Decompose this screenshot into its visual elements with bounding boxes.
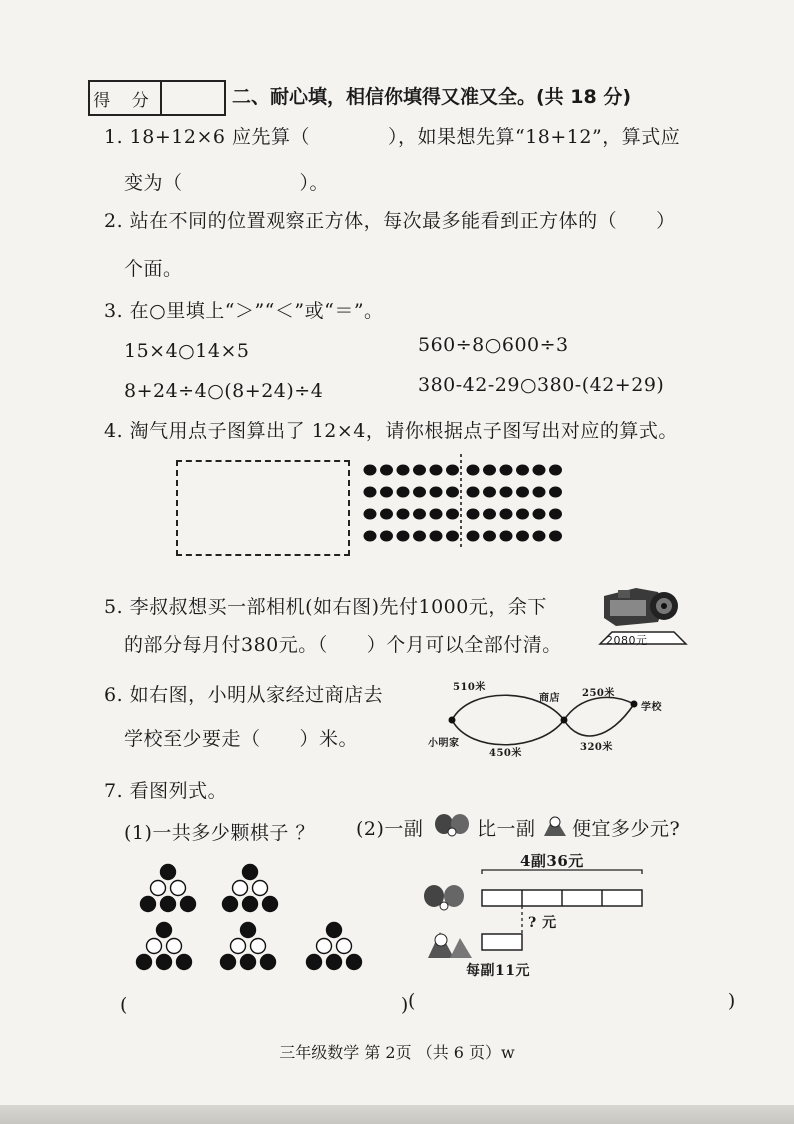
q3-item-2: 560÷8○600÷3 — [418, 334, 569, 356]
q1-line2: 变为（ ）。 — [124, 172, 330, 194]
dot — [549, 509, 562, 520]
dot — [430, 531, 443, 542]
chess-piece — [137, 955, 152, 970]
dot — [380, 531, 393, 542]
chess-piece — [347, 955, 362, 970]
q7-sub2b: 比一副 — [477, 818, 536, 840]
q4-title: 4. 淘气用点子图算出了 12×4，请你根据点子图写出对应的算式。 — [104, 420, 678, 442]
dot — [516, 465, 529, 476]
q1-line1: 1. 18+12×6 应先算（ ），如果想先算“18+12”，算式应 — [104, 126, 681, 148]
chess-piece — [327, 955, 342, 970]
dot — [516, 487, 529, 498]
dot — [483, 509, 496, 520]
distance-510: 510米 — [453, 682, 486, 693]
section-title: 二、耐心填，相信你填得又准又全。(共 18 分) — [232, 86, 632, 108]
shop-label: 商店 — [539, 693, 560, 704]
dot — [533, 487, 546, 498]
chess-piece — [261, 955, 276, 970]
chess-piece — [157, 955, 172, 970]
dot — [397, 509, 410, 520]
chess-piece — [171, 881, 186, 896]
dot — [397, 465, 410, 476]
dot — [516, 531, 529, 542]
q5-line1: 5. 李叔叔想买一部相机(如右图)先付1000元，余下 — [104, 596, 547, 618]
answer-box[interactable] — [176, 460, 350, 556]
chess-piece — [337, 939, 352, 954]
chess-piece — [147, 939, 162, 954]
dot — [364, 465, 377, 476]
dot — [500, 487, 513, 498]
price-tag: 2080元 — [606, 634, 648, 647]
dot — [533, 531, 546, 542]
chess-piece — [157, 923, 172, 938]
chess-piece — [151, 881, 166, 896]
dot — [413, 531, 426, 542]
q3-item-4: 380-42-29○380-(42+29) — [418, 374, 665, 396]
dot — [533, 465, 546, 476]
chess-piece — [251, 939, 266, 954]
chess-piece — [307, 955, 322, 970]
dot — [364, 487, 377, 498]
chess-piece — [233, 881, 248, 896]
bar-bottom-label: 每副11元 — [466, 963, 530, 979]
chess-piece — [243, 865, 258, 880]
chess-piece — [167, 939, 182, 954]
dot — [397, 487, 410, 498]
q7-sub2a: (2)一副 — [356, 818, 424, 840]
dot — [467, 531, 480, 542]
score-label: 得 分 — [90, 82, 162, 114]
answer-paren-1: ( ) — [120, 994, 409, 1016]
score-box — [88, 80, 226, 116]
answer-paren-2: ( ) — [408, 990, 736, 1012]
chess-piece — [327, 923, 342, 938]
distance-250: 250米 — [582, 688, 615, 699]
dot — [430, 509, 443, 520]
bar-question-label: ? 元 — [528, 915, 557, 931]
dot — [549, 465, 562, 476]
q7-sub2c: 便宜多少元? — [572, 818, 681, 840]
dot — [549, 531, 562, 542]
q6-line2: 学校至少要走（ ）米。 — [124, 728, 359, 750]
chess-piece — [177, 955, 192, 970]
distance-450: 450米 — [489, 748, 522, 759]
dot — [413, 465, 426, 476]
racket-set-icon — [434, 812, 472, 838]
chess-piece — [141, 897, 156, 912]
q6-line1: 6. 如右图，小明从家经过商店去 — [104, 684, 384, 706]
dot — [500, 509, 513, 520]
dot — [397, 531, 410, 542]
chess-piece — [241, 923, 256, 938]
dot — [364, 531, 377, 542]
q3-item-1: 15×4○14×5 — [124, 340, 250, 362]
chess-piece — [241, 955, 256, 970]
chess-piece — [181, 897, 196, 912]
bar-top-label: 4副36元 — [520, 852, 584, 870]
chess-piece-groups — [120, 862, 350, 972]
dot — [446, 487, 459, 498]
q5-line2: 的部分每月付380元。（ ）个月可以全部付清。 — [124, 634, 562, 656]
dot — [430, 487, 443, 498]
dot — [413, 487, 426, 498]
dot — [413, 509, 426, 520]
dot — [467, 487, 480, 498]
dot — [533, 509, 546, 520]
dot — [549, 487, 562, 498]
page-edge — [0, 1105, 794, 1124]
dot — [364, 509, 377, 520]
chess-piece — [263, 897, 278, 912]
dot — [483, 487, 496, 498]
q2-line1: 2. 站在不同的位置观察正方体，每次最多能看到正方体的（ ） — [104, 210, 676, 232]
q3-title: 3. 在○里填上“＞”“＜”或“＝”。 — [104, 300, 384, 322]
dot — [500, 531, 513, 542]
dot — [380, 487, 393, 498]
dot — [483, 465, 496, 476]
q7-title: 7. 看图列式。 — [104, 780, 228, 802]
dot — [446, 531, 459, 542]
chess-piece — [161, 865, 176, 880]
q2-line2: 个面。 — [124, 258, 183, 280]
chess-piece — [161, 897, 176, 912]
distance-320: 320米 — [580, 742, 613, 753]
chess-piece — [223, 897, 238, 912]
chess-piece — [317, 939, 332, 954]
dot — [467, 509, 480, 520]
dot-grid — [360, 460, 570, 552]
chess-piece — [253, 881, 268, 896]
dot — [446, 465, 459, 476]
shuttlecock-icon — [540, 812, 570, 838]
dot — [500, 465, 513, 476]
chess-piece — [243, 897, 258, 912]
school-label: 学校 — [641, 702, 662, 713]
page-footer: 三年级数学 第 2页 （共 6 页）w — [279, 1043, 515, 1062]
dot — [467, 465, 480, 476]
dot — [380, 509, 393, 520]
home-label: 小明家 — [428, 738, 460, 749]
chess-piece — [221, 955, 236, 970]
dot — [380, 465, 393, 476]
chess-piece — [231, 939, 246, 954]
dot — [483, 531, 496, 542]
q7-sub1: (1)一共多少颗棋子 ？ — [124, 822, 315, 844]
dot — [516, 509, 529, 520]
dot — [430, 465, 443, 476]
score-blank[interactable] — [162, 82, 224, 114]
dot — [446, 509, 459, 520]
q3-item-3: 8+24÷4○(8+24)÷4 — [124, 380, 324, 402]
